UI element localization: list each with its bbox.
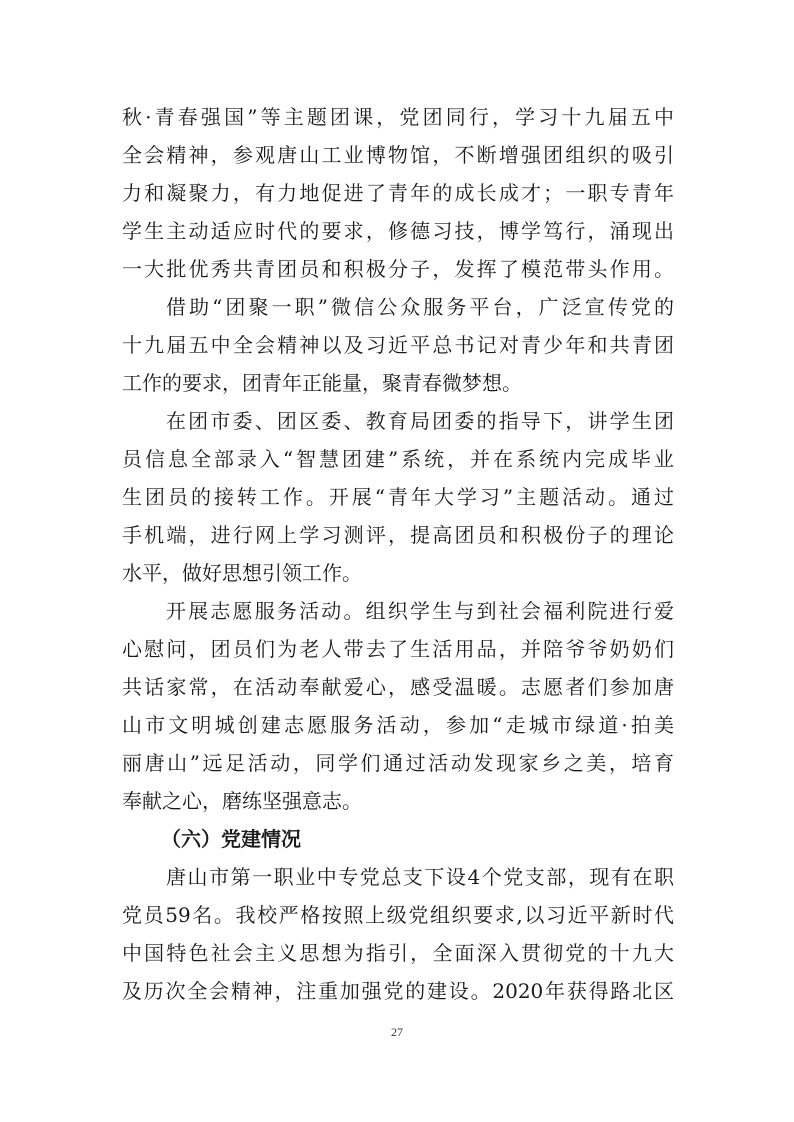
text-line: 力和凝聚力，有力地促进了青年的成长成才；一职专青年 — [122, 181, 674, 205]
text-line: 中国特色社会主义思想为指引，全面深入贯彻党的十九大 — [122, 941, 674, 965]
page-number: 27 — [391, 1025, 403, 1039]
text-line: 学生主动适应时代的要求，修德习技，博学笃行，涌现出 — [122, 219, 674, 243]
text-line: 工作的要求，团青年正能量，聚青春微梦想。 — [122, 371, 522, 395]
text-line: 开展志愿服务活动。组织学生与到社会福利院进行爱 — [166, 599, 674, 623]
text-line: 山市文明城创建志愿服务活动，参加“走城市绿道·拍美 — [122, 713, 674, 737]
text-line: 及历次全会精神，注重加强党的建设。2020年获得路北区 — [122, 979, 674, 1003]
text-line: 手机端，进行网上学习测评，提高团员和积极份子的理论 — [122, 523, 674, 547]
text-line: 奉献之心，磨练坚强意志。 — [122, 789, 362, 813]
text-line: 唐山市第一职业中专党总支下设4个党支部，现有在职 — [166, 865, 674, 889]
text-line: 员信息全部录入“智慧团建”系统，并在系统内完成毕业 — [122, 447, 674, 471]
text-line: 全会精神，参观唐山工业博物馆，不断增强团组织的吸引 — [122, 143, 674, 167]
text-line: 心慰问，团员们为老人带去了生活用品，并陪爷爷奶奶们 — [122, 637, 674, 661]
text-line: 水平，做好思想引领工作。 — [122, 561, 362, 585]
text-line: 党员59名。我校严格按照上级党组织要求,以习近平新时代 — [122, 903, 674, 927]
text-line: 丽唐山”远足活动，同学们通过活动发现家乡之美，培育 — [122, 751, 674, 775]
text-line: 借助“团聚一职”微信公众服务平台，广泛宣传党的 — [166, 295, 674, 319]
text-line: 生团员的接转工作。开展“青年大学习”主题活动。通过 — [122, 485, 674, 509]
text-line: 秋·青春强国”等主题团课，党团同行，学习十九届五中 — [122, 105, 674, 129]
text-line: 一大批优秀共青团员和积极分子，发挥了模范带头作用。 — [122, 257, 674, 281]
section-heading: （六）党建情况 — [161, 827, 301, 851]
text-line: 在团市委、团区委、教育局团委的指导下，讲学生团 — [166, 409, 674, 433]
text-line: 十九届五中全会精神以及习近平总书记对青少年和共青团 — [122, 333, 674, 357]
text-line: 共话家常，在活动奉献爱心，感受温暖。志愿者们参加唐 — [122, 675, 674, 699]
